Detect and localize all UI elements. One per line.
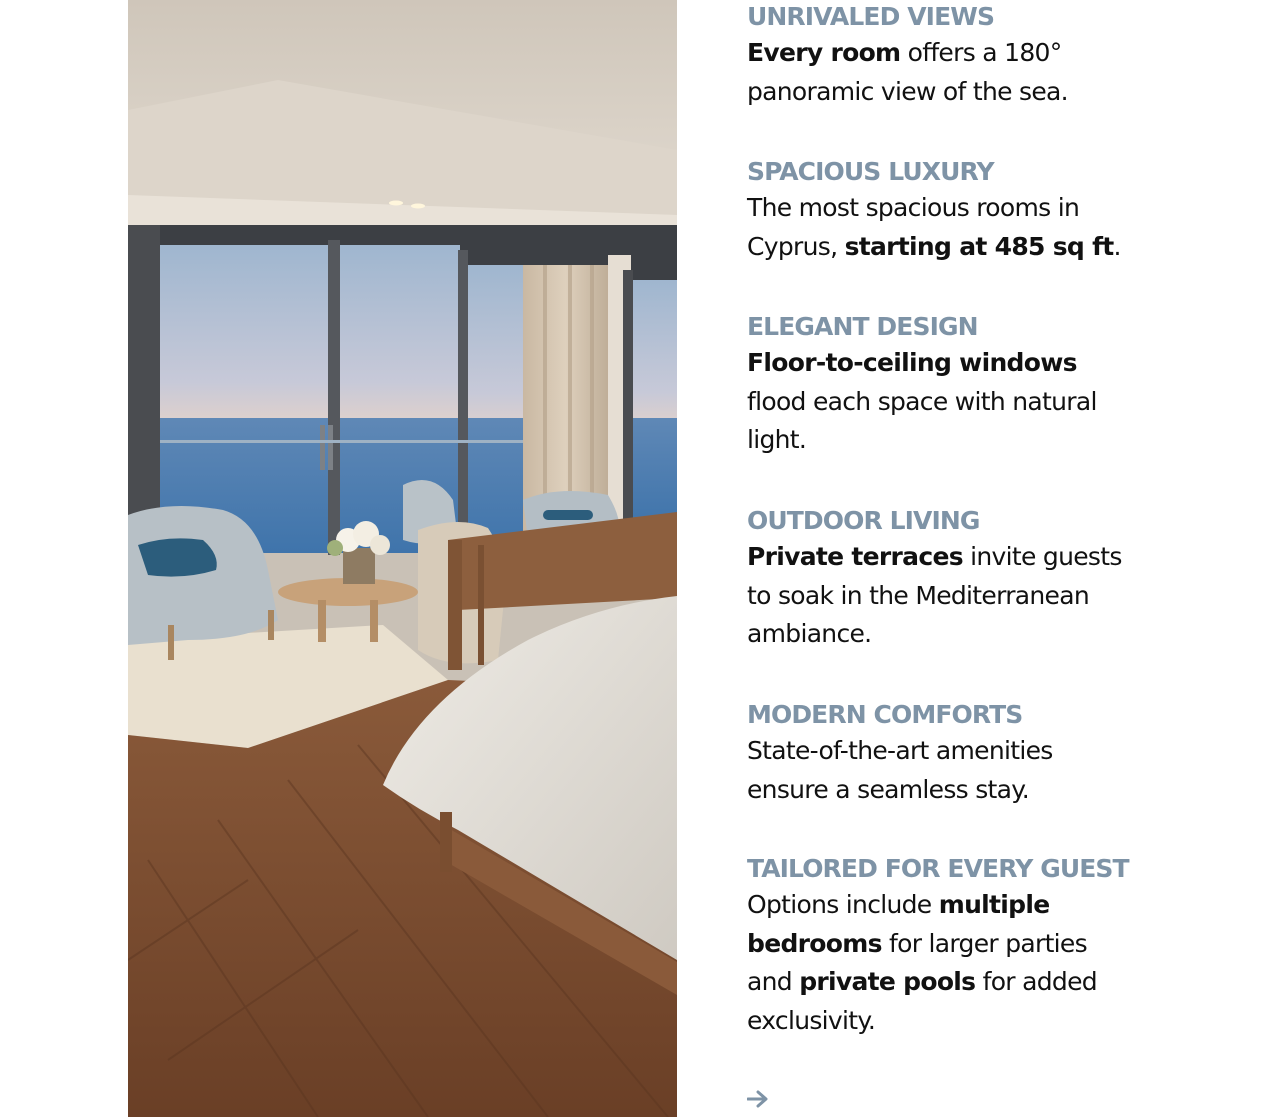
- feature-modern-comforts: [747, 698, 1187, 809]
- feature-highlight: bedrooms: [747, 928, 882, 958]
- feature-text: .: [1113, 231, 1121, 261]
- feature-title: UNRIVALED VIEWS: [747, 2, 995, 31]
- feature-line: [747, 925, 1187, 964]
- feature-line: [747, 421, 1187, 460]
- feature-line: [747, 615, 1187, 654]
- feature-text: Cyprus,: [747, 231, 845, 261]
- feature-highlight: starting at 485 sq ft: [844, 231, 1114, 261]
- feature-text: for added: [975, 967, 1097, 997]
- feature-line: [747, 732, 1187, 771]
- feature-text: ensure a seamless stay.: [747, 774, 1030, 804]
- arrow-right-icon: [747, 1090, 769, 1108]
- feature-text: panoramic view of the sea.: [747, 76, 1068, 106]
- feature-highlight: Every room: [747, 38, 901, 67]
- feature-highlight: private pools: [799, 967, 976, 997]
- feature-text: flood each space with natural: [747, 386, 1097, 416]
- bedroom-illustration: [128, 0, 677, 1117]
- feature-line: [747, 771, 1187, 810]
- feature-text: light.: [747, 425, 807, 455]
- feature-text: ambiance.: [747, 619, 872, 649]
- feature-highlight: multiple: [938, 890, 1050, 919]
- feature-text: The most spacious rooms in: [747, 193, 1080, 222]
- feature-description: [747, 344, 1187, 460]
- feature-title: OUTDOOR LIVING: [747, 506, 980, 535]
- feature-title: ELEGANT DESIGN: [747, 312, 978, 341]
- feature-line: [747, 963, 1187, 1002]
- feature-text: State-of-the-art amenities: [747, 736, 1053, 765]
- feature-title: MODERN COMFORTS: [747, 700, 1023, 729]
- feature-line: [747, 189, 1187, 228]
- feature-line: [747, 886, 1187, 925]
- next-link[interactable]: [747, 1085, 775, 1113]
- feature-text: for larger parties: [881, 928, 1087, 958]
- feature-line: [747, 344, 1187, 383]
- feature-description: [747, 34, 1187, 111]
- feature-title: SPACIOUS LUXURY: [747, 157, 994, 186]
- feature-line: [747, 1002, 1187, 1041]
- feature-line: [747, 577, 1187, 616]
- feature-description: [747, 732, 1187, 809]
- feature-text: invite guests: [962, 542, 1122, 571]
- feature-unrivaled-views: [747, 0, 1187, 111]
- feature-title: TAILORED FOR EVERY GUEST: [747, 854, 1129, 883]
- feature-line: [747, 538, 1187, 577]
- feature-line: [747, 34, 1187, 73]
- feature-description: [747, 886, 1187, 1040]
- feature-line: [747, 228, 1187, 267]
- feature-description: [747, 538, 1187, 654]
- feature-outdoor-living: [747, 504, 1187, 654]
- feature-line: [747, 383, 1187, 422]
- feature-spacious-luxury: [747, 155, 1187, 266]
- feature-highlight: Private terraces: [747, 542, 963, 571]
- feature-text: to soak in the Mediterranean: [747, 580, 1089, 610]
- feature-description: [747, 189, 1187, 266]
- feature-text: exclusivity.: [747, 1005, 876, 1035]
- feature-tailored-for-every-guest: [747, 852, 1187, 1040]
- feature-elegant-design: [747, 310, 1187, 460]
- feature-text: Options include: [747, 890, 939, 919]
- feature-highlight: Floor-to-ceiling windows: [747, 348, 1077, 377]
- feature-text: and: [747, 967, 800, 997]
- feature-line: [747, 73, 1187, 112]
- feature-text: offers a 180°: [900, 38, 1062, 67]
- bedroom-photo: [128, 0, 677, 1117]
